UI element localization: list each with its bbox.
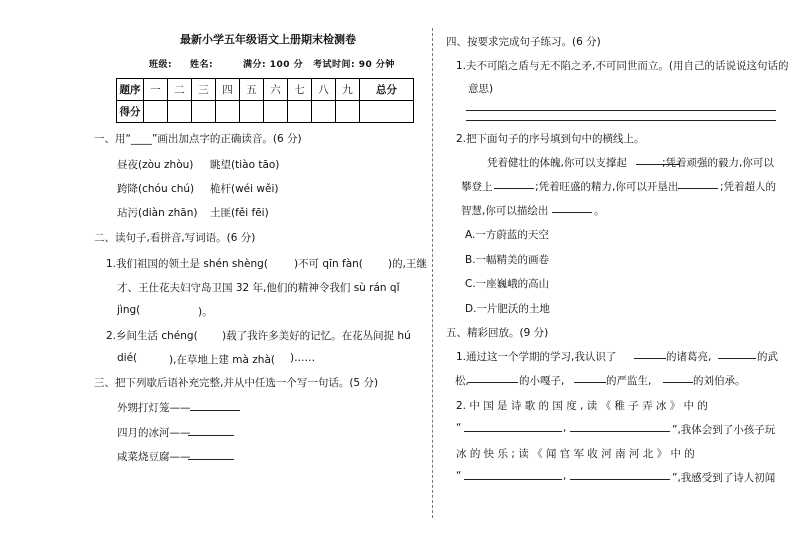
score-cell: 七 [288, 79, 312, 101]
q5-s1-text: 的武 [757, 351, 778, 363]
q5-s2-text: , [563, 422, 567, 434]
exam-time: 考试时间: 90 分钟 [313, 60, 395, 70]
answer-line[interactable] [466, 110, 776, 111]
answer-line[interactable] [188, 435, 234, 436]
score-cell: 题序 [117, 79, 144, 101]
q4-s2-text: ;凭着超人的 [720, 181, 777, 193]
score-cell: 四 [216, 79, 240, 101]
q2-s1-part: )不可 qīn fàn( [294, 258, 363, 270]
score-table [116, 78, 414, 123]
answer-line[interactable] [718, 358, 756, 359]
q1-item: 眺望(tiào tāo) [210, 159, 280, 171]
q5-s2-text: ”,我感受到了诗人初闻 [672, 472, 776, 484]
q4-s2-text: ;凭着顽强的毅力,你可以 [662, 157, 774, 169]
q4-s2-text: ;凭着旺盛的精力,你可以开垦出 [535, 181, 679, 193]
score-input-cell[interactable] [288, 101, 312, 123]
q3-heading: 三、把下列歇后语补充完整,并从中任选一个写一句话。(5 分) [94, 377, 379, 389]
q5-s1-text: 1.通过这一个学期的学习,我认识了 [456, 351, 617, 363]
q5-heading: 五、精彩回放。(9 分) [446, 327, 549, 339]
q4-heading: 四、按要求完成句子练习。(6 分) [446, 36, 601, 48]
answer-line[interactable] [678, 188, 718, 189]
answer-line[interactable] [634, 358, 666, 359]
answer-line[interactable] [552, 212, 592, 213]
answer-line[interactable] [190, 410, 240, 411]
answer-line[interactable] [574, 382, 606, 383]
q5-s1-text: 的刘伯承。 [693, 375, 746, 387]
score-input-cell[interactable] [336, 101, 360, 123]
q5-s1-text: 松, [455, 375, 469, 387]
q3-item: 四月的冰河—— [117, 427, 191, 439]
score-cell: 九 [336, 79, 360, 101]
q2-s2-part: )载了我许多美好的记忆。在花丛间捉 hú [222, 330, 411, 342]
full-score: 满分: 100 分 [243, 60, 304, 70]
score-cell: 三 [192, 79, 216, 101]
q2-s1-part: 1.我们祖国的领土是 shén shèng( [106, 258, 268, 270]
q5-s2-text: “ [456, 422, 462, 434]
answer-line[interactable] [468, 382, 518, 383]
q2-s2-part: 2.乡间生活 chéng( [106, 330, 198, 342]
q2-s2-line2: ),在草地上建 mà zhà( [169, 354, 275, 366]
q2-s2-line2: dié( [117, 352, 138, 364]
q5-s1-text: 的小嘎子, [519, 375, 565, 387]
score-input-cell[interactable] [192, 101, 216, 123]
q2-s1-line3: )。 [198, 306, 213, 318]
q4-s1-line2: 意思) [468, 83, 494, 95]
q2-s1-line3: jìng( [117, 304, 141, 316]
q4-option: C.一座巍峨的高山 [465, 278, 550, 290]
q2-heading: 二、读句子,看拼音,写词语。(6 分) [94, 232, 256, 244]
q2-s2-line2: )…… [290, 352, 316, 364]
q3-item: 咸菜烧豆腐—— [117, 451, 191, 463]
q5-s2-text: , [563, 470, 567, 482]
answer-line[interactable] [466, 120, 776, 121]
answer-line[interactable] [570, 431, 670, 432]
score-cell: 一 [144, 79, 168, 101]
q5-s1-text: 的诸葛亮, [666, 351, 712, 363]
q1-item: 跨降(chóu chú) [117, 183, 195, 195]
answer-line[interactable] [464, 479, 562, 480]
score-cell: 六 [264, 79, 288, 101]
q4-s2-text: 智慧,你可以描绘出 [461, 205, 549, 217]
score-table-header-row [117, 79, 414, 101]
q5-s1-text: 的严监生, [606, 375, 652, 387]
q5-s2-text: ”,我体会到了小孩子玩 [672, 424, 776, 436]
score-cell: 得分 [117, 101, 144, 123]
exam-title: 最新小学五年级语文上册期末检测卷 [180, 33, 356, 46]
score-input-cell[interactable] [168, 101, 192, 123]
answer-line[interactable] [464, 431, 562, 432]
score-cell: 五 [240, 79, 264, 101]
q5-s2-line1: 2. 中 国 是 诗 歌 的 国 度 , 读 《 稚 子 弄 冰 》 中 的 [456, 400, 708, 412]
name-label: 姓名: [190, 60, 214, 70]
score-table-score-row [117, 101, 414, 123]
q4-s1-line1: 1.夫不可陷之盾与无不陷之矛,不可同世而立。(用自己的话说说这句话的 [456, 60, 789, 72]
q4-s2-text: 凭着健壮的体魄,你可以支撑起 [487, 157, 627, 169]
q4-s2-heading: 2.把下面句子的序号填到句中的横线上。 [456, 133, 645, 145]
q4-option: B.一幅精美的画卷 [465, 254, 550, 266]
q2-s1-part: )的,王继 [388, 258, 427, 270]
q4-option: A.一方蔚蓝的天空 [465, 229, 549, 241]
score-input-cell[interactable] [264, 101, 288, 123]
q4-s2-text: 。 [594, 205, 605, 217]
score-cell: 八 [312, 79, 336, 101]
q2-s1-line2: 才、王仕花夫妇守岛卫国 32 年,他们的精神令我们 sù rán qǐ [117, 282, 400, 294]
score-cell: 总分 [360, 79, 414, 101]
column-divider [432, 28, 433, 518]
q1-item: 玷污(diàn zhān) [117, 207, 198, 219]
score-input-cell[interactable] [240, 101, 264, 123]
q5-s2-text: “ [456, 470, 462, 482]
score-input-cell[interactable] [144, 101, 168, 123]
q3-item: 外甥打灯笼—— [117, 402, 191, 414]
score-cell: 二 [168, 79, 192, 101]
score-input-cell[interactable] [216, 101, 240, 123]
score-input-cell[interactable] [360, 101, 414, 123]
answer-line[interactable] [494, 188, 534, 189]
q4-option: D.一片肥沃的土地 [465, 303, 550, 315]
answer-line[interactable] [663, 382, 693, 383]
q1-item: 昼夜(zòu zhòu) [117, 159, 194, 171]
answer-line[interactable] [570, 479, 670, 480]
score-input-cell[interactable] [312, 101, 336, 123]
class-label: 班级: [149, 60, 173, 70]
q1-heading: 一、用“____”画出加点字的正确读音。(6 分) [94, 133, 302, 145]
q1-item: 土匪(fěi fēi) [210, 207, 269, 219]
q4-s2-text: 攀登上 [461, 181, 493, 193]
q5-s2-line3: 冰 的 快 乐 ; 读 《 闻 官 军 收 河 南 河 北 》 中 的 [456, 448, 695, 460]
answer-line[interactable] [188, 459, 234, 460]
q1-item: 桅杆(wéi wěi) [210, 183, 279, 195]
